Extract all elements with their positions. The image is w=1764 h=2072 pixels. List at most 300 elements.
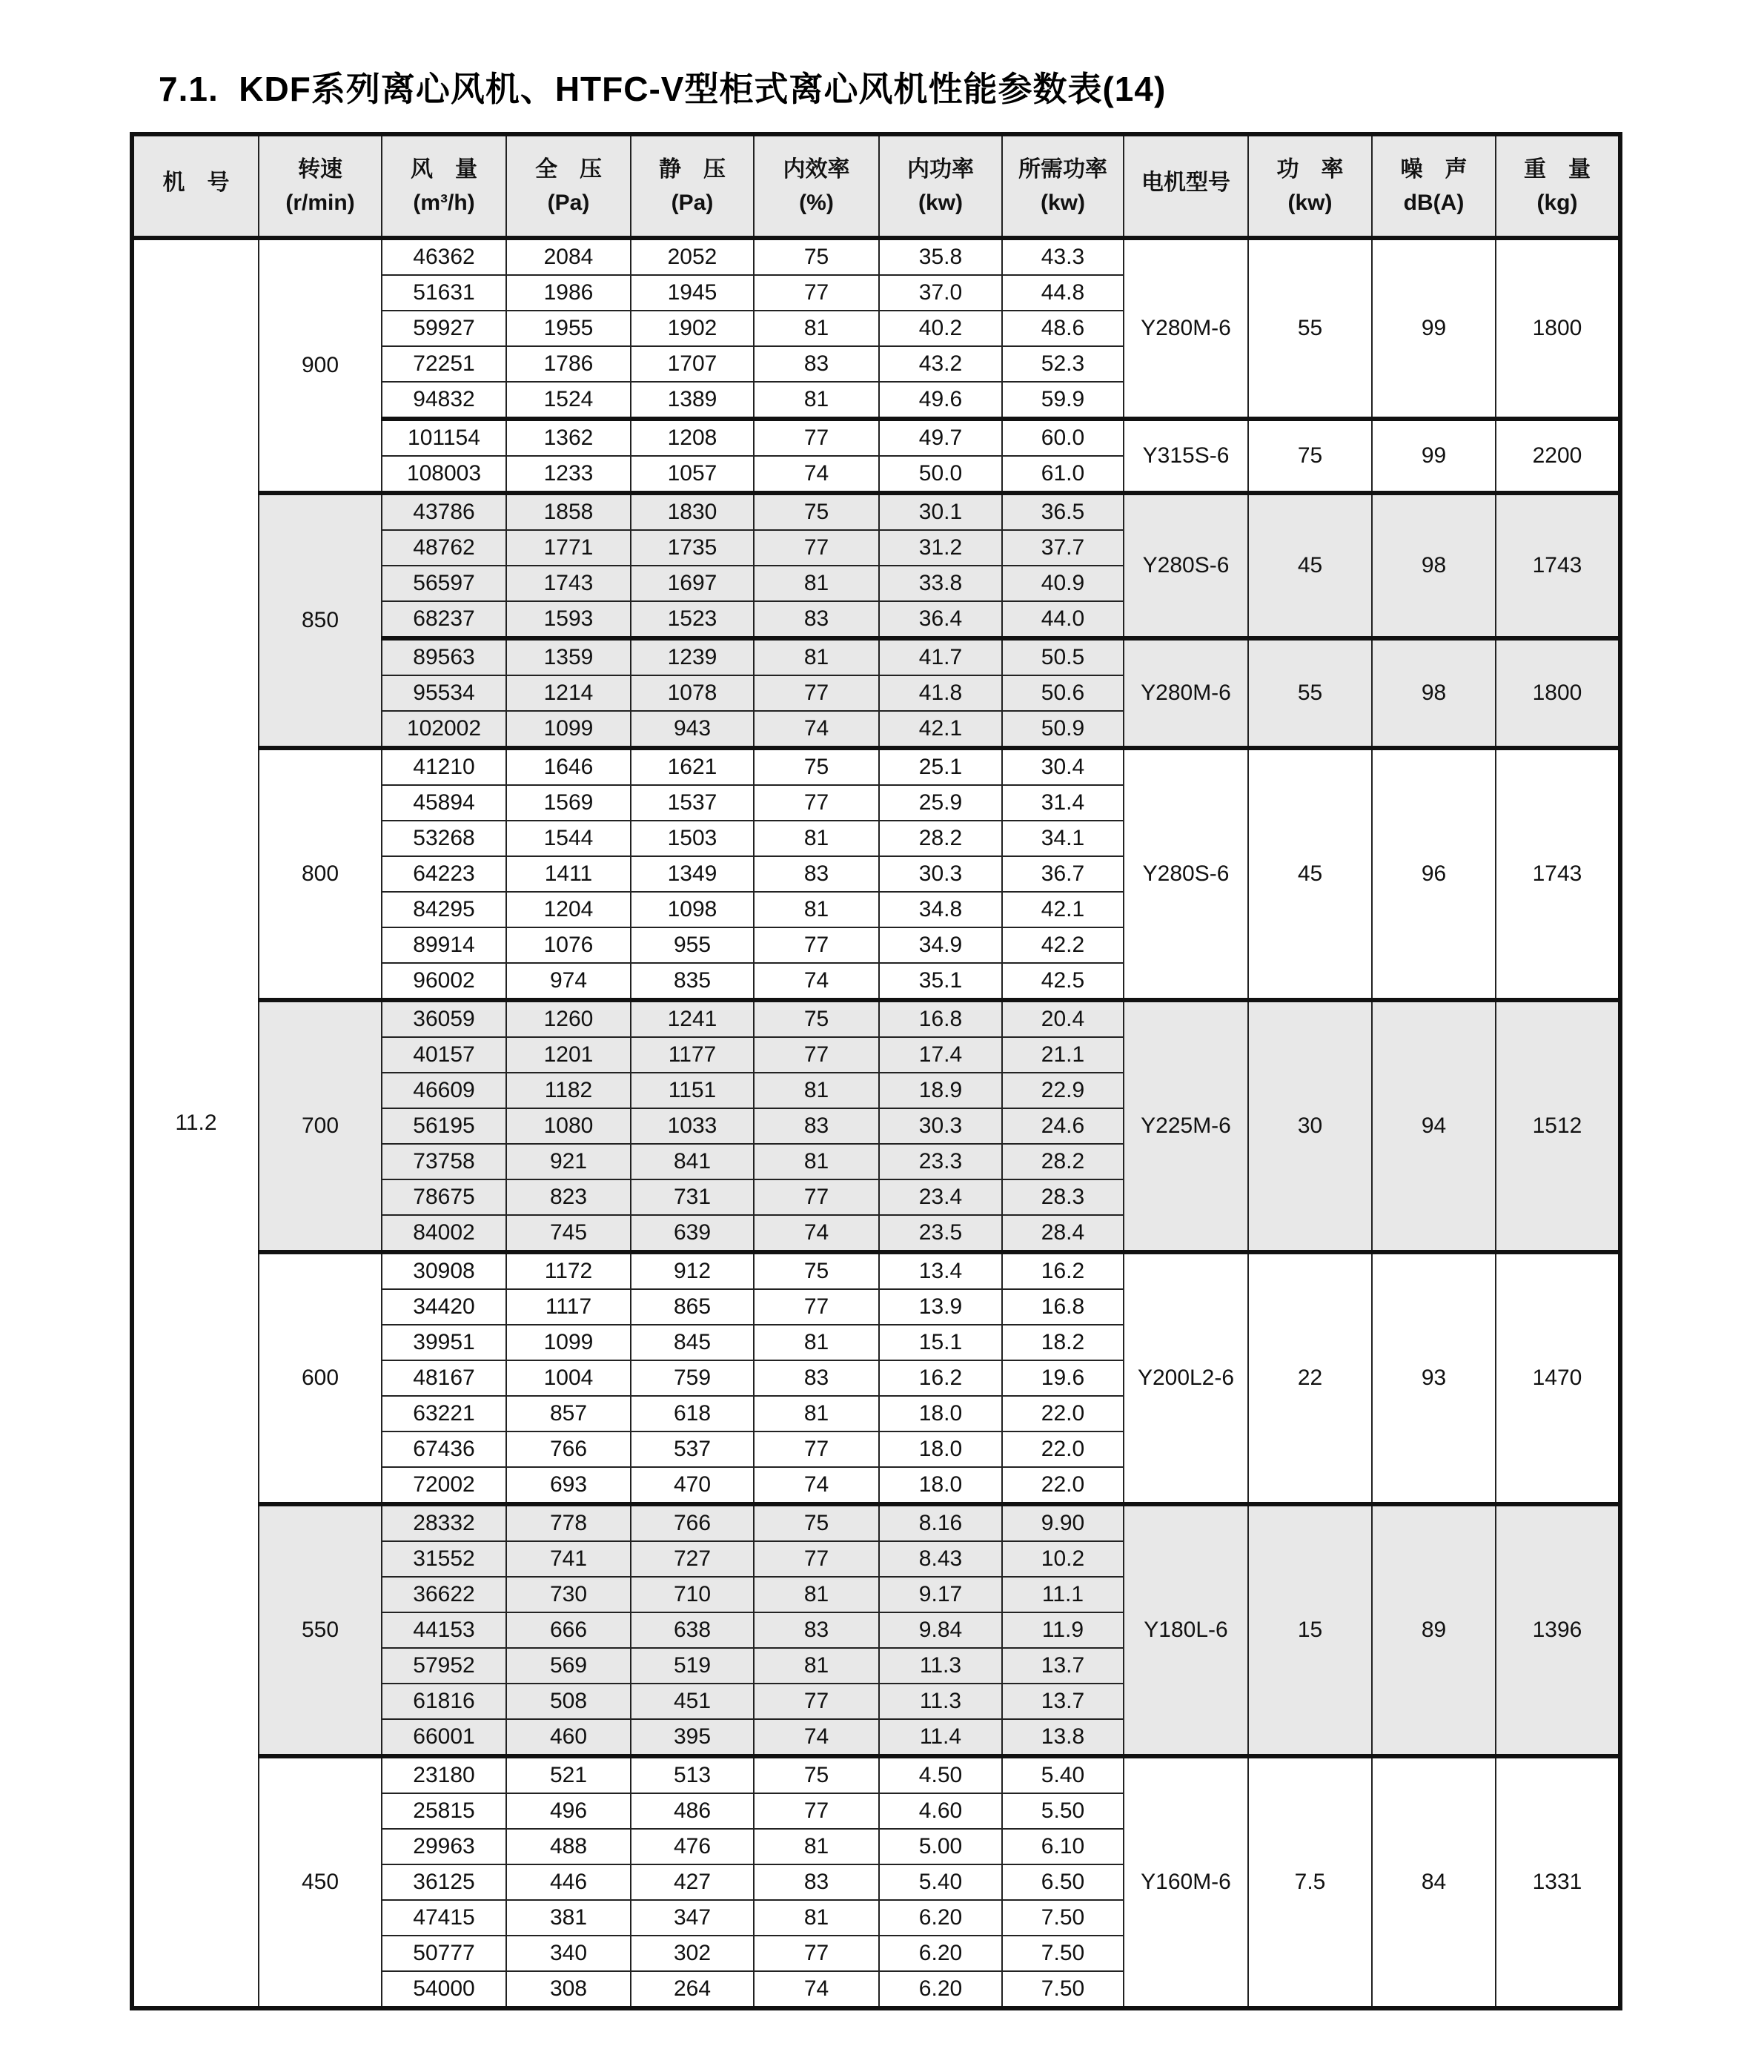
internal-power-cell: 40.2 <box>879 311 1002 346</box>
required-power-cell: 6.50 <box>1002 1864 1124 1900</box>
required-power-cell: 7.50 <box>1002 1936 1124 1971</box>
static-pressure-cell: 1239 <box>631 638 754 675</box>
total-pressure-cell: 741 <box>506 1541 631 1577</box>
static-pressure-cell: 731 <box>631 1179 754 1215</box>
motor-model-cell: Y280M-6 <box>1124 238 1248 419</box>
static-pressure-cell: 1503 <box>631 821 754 856</box>
header-label: 静 压 <box>659 156 726 182</box>
speed-cell: 600 <box>259 1252 382 1504</box>
internal-power-cell: 18.9 <box>879 1073 1002 1108</box>
total-pressure-cell: 1004 <box>506 1360 631 1396</box>
required-power-cell: 43.3 <box>1002 238 1124 275</box>
weight-cell: 1331 <box>1496 1756 1620 2008</box>
internal-power-cell: 23.3 <box>879 1144 1002 1179</box>
static-pressure-cell: 1078 <box>631 675 754 711</box>
internal-power-cell: 41.7 <box>879 638 1002 675</box>
efficiency-cell: 81 <box>754 1325 879 1360</box>
internal-power-cell: 8.43 <box>879 1541 1002 1577</box>
table-row <box>132 238 1620 275</box>
required-power-cell: 22.9 <box>1002 1073 1124 1108</box>
flow-cell: 43786 <box>382 493 506 530</box>
col-header-machine-no <box>132 134 259 238</box>
noise-cell: 98 <box>1372 638 1496 748</box>
static-pressure-cell: 2052 <box>631 238 754 275</box>
flow-cell: 46362 <box>382 238 506 275</box>
motor-power-cell: 55 <box>1248 638 1372 748</box>
header-unit: (kw) <box>918 191 963 215</box>
flow-cell: 40157 <box>382 1037 506 1073</box>
internal-power-cell: 4.60 <box>879 1793 1002 1829</box>
efficiency-cell: 83 <box>754 1864 879 1900</box>
flow-cell: 102002 <box>382 711 506 748</box>
required-power-cell: 5.50 <box>1002 1793 1124 1829</box>
total-pressure-cell: 1986 <box>506 275 631 311</box>
required-power-cell: 7.50 <box>1002 1900 1124 1936</box>
efficiency-cell: 83 <box>754 1108 879 1144</box>
required-power-cell: 6.10 <box>1002 1829 1124 1864</box>
flow-cell: 31552 <box>382 1541 506 1577</box>
internal-power-cell: 33.8 <box>879 566 1002 601</box>
efficiency-cell: 81 <box>754 1396 879 1431</box>
static-pressure-cell: 1537 <box>631 785 754 821</box>
col-header-efficiency <box>754 134 879 238</box>
required-power-cell: 13.7 <box>1002 1684 1124 1719</box>
flow-cell: 89914 <box>382 927 506 963</box>
required-power-cell: 30.4 <box>1002 748 1124 785</box>
header-label: 内功率 <box>907 156 974 182</box>
header-label: 重 量 <box>1524 156 1591 182</box>
internal-power-cell: 6.20 <box>879 1900 1002 1936</box>
table-row <box>132 1252 1620 1289</box>
static-pressure-cell: 519 <box>631 1648 754 1684</box>
static-pressure-cell: 1830 <box>631 493 754 530</box>
internal-power-cell: 18.0 <box>879 1396 1002 1431</box>
static-pressure-cell: 1389 <box>631 382 754 419</box>
efficiency-cell: 77 <box>754 1684 879 1719</box>
flow-cell: 51631 <box>382 275 506 311</box>
flow-cell: 53268 <box>382 821 506 856</box>
required-power-cell: 42.1 <box>1002 892 1124 927</box>
internal-power-cell: 30.3 <box>879 856 1002 892</box>
page-title: 7.1. KDF系列离心风机、HTFC-V型柜式离心风机性能参数表(14) <box>159 70 1167 108</box>
static-pressure-cell: 841 <box>631 1144 754 1179</box>
col-header-flow <box>382 134 506 238</box>
internal-power-cell: 9.17 <box>879 1577 1002 1612</box>
static-pressure-cell: 727 <box>631 1541 754 1577</box>
flow-cell: 47415 <box>382 1900 506 1936</box>
motor-model-cell: Y225M-6 <box>1124 1000 1248 1252</box>
efficiency-cell: 77 <box>754 1793 879 1829</box>
total-pressure-cell: 1214 <box>506 675 631 711</box>
internal-power-cell: 30.3 <box>879 1108 1002 1144</box>
static-pressure-cell: 618 <box>631 1396 754 1431</box>
flow-cell: 73758 <box>382 1144 506 1179</box>
required-power-cell: 20.4 <box>1002 1000 1124 1037</box>
static-pressure-cell: 264 <box>631 1971 754 2008</box>
required-power-cell: 31.4 <box>1002 785 1124 821</box>
internal-power-cell: 35.1 <box>879 963 1002 1000</box>
required-power-cell: 44.8 <box>1002 275 1124 311</box>
static-pressure-cell: 766 <box>631 1504 754 1541</box>
efficiency-cell: 81 <box>754 638 879 675</box>
efficiency-cell: 75 <box>754 1252 879 1289</box>
speed-cell: 700 <box>259 1000 382 1252</box>
internal-power-cell: 34.9 <box>879 927 1002 963</box>
static-pressure-cell: 1033 <box>631 1108 754 1144</box>
internal-power-cell: 25.1 <box>879 748 1002 785</box>
required-power-cell: 9.90 <box>1002 1504 1124 1541</box>
weight-cell: 1396 <box>1496 1504 1620 1756</box>
efficiency-cell: 83 <box>754 1612 879 1648</box>
total-pressure-cell: 521 <box>506 1756 631 1793</box>
internal-power-cell: 36.4 <box>879 601 1002 638</box>
efficiency-cell: 75 <box>754 238 879 275</box>
motor-model-cell: Y200L2-6 <box>1124 1252 1248 1504</box>
static-pressure-cell: 427 <box>631 1864 754 1900</box>
total-pressure-cell: 1786 <box>506 346 631 382</box>
required-power-cell: 24.6 <box>1002 1108 1124 1144</box>
flow-cell: 89563 <box>382 638 506 675</box>
efficiency-cell: 77 <box>754 1431 879 1467</box>
efficiency-cell: 77 <box>754 785 879 821</box>
efficiency-cell: 77 <box>754 927 879 963</box>
total-pressure-cell: 308 <box>506 1971 631 2008</box>
efficiency-cell: 81 <box>754 1648 879 1684</box>
internal-power-cell: 42.1 <box>879 711 1002 748</box>
internal-power-cell: 35.8 <box>879 238 1002 275</box>
required-power-cell: 37.7 <box>1002 530 1124 566</box>
flow-cell: 84002 <box>382 1215 506 1252</box>
total-pressure-cell: 1569 <box>506 785 631 821</box>
total-pressure-cell: 693 <box>506 1467 631 1504</box>
flow-cell: 61816 <box>382 1684 506 1719</box>
efficiency-cell: 81 <box>754 821 879 856</box>
internal-power-cell: 16.8 <box>879 1000 1002 1037</box>
total-pressure-cell: 823 <box>506 1179 631 1215</box>
motor-power-cell: 45 <box>1248 748 1372 1000</box>
internal-power-cell: 34.8 <box>879 892 1002 927</box>
efficiency-cell: 74 <box>754 1215 879 1252</box>
internal-power-cell: 15.1 <box>879 1325 1002 1360</box>
efficiency-cell: 83 <box>754 1360 879 1396</box>
internal-power-cell: 50.0 <box>879 456 1002 493</box>
flow-cell: 95534 <box>382 675 506 711</box>
total-pressure-cell: 460 <box>506 1719 631 1756</box>
efficiency-cell: 83 <box>754 856 879 892</box>
internal-power-cell: 43.2 <box>879 346 1002 382</box>
total-pressure-cell: 857 <box>506 1396 631 1431</box>
efficiency-cell: 83 <box>754 346 879 382</box>
flow-cell: 28332 <box>382 1504 506 1541</box>
static-pressure-cell: 1707 <box>631 346 754 382</box>
static-pressure-cell: 955 <box>631 927 754 963</box>
noise-cell: 89 <box>1372 1504 1496 1756</box>
total-pressure-cell: 1204 <box>506 892 631 927</box>
required-power-cell: 50.9 <box>1002 711 1124 748</box>
noise-cell: 98 <box>1372 493 1496 638</box>
flow-cell: 29963 <box>382 1829 506 1864</box>
motor-model-cell: Y160M-6 <box>1124 1756 1248 2008</box>
total-pressure-cell: 766 <box>506 1431 631 1467</box>
internal-power-cell: 28.2 <box>879 821 1002 856</box>
internal-power-cell: 4.50 <box>879 1756 1002 1793</box>
internal-power-cell: 13.4 <box>879 1252 1002 1289</box>
internal-power-cell: 17.4 <box>879 1037 1002 1073</box>
static-pressure-cell: 451 <box>631 1684 754 1719</box>
flow-cell: 67436 <box>382 1431 506 1467</box>
total-pressure-cell: 2084 <box>506 238 631 275</box>
static-pressure-cell: 865 <box>631 1289 754 1325</box>
static-pressure-cell: 912 <box>631 1252 754 1289</box>
required-power-cell: 48.6 <box>1002 311 1124 346</box>
table-row <box>132 1000 1620 1037</box>
efficiency-cell: 74 <box>754 1467 879 1504</box>
efficiency-cell: 77 <box>754 1541 879 1577</box>
total-pressure-cell: 381 <box>506 1900 631 1936</box>
table-row <box>132 1504 1620 1541</box>
col-header-speed <box>259 134 382 238</box>
internal-power-cell: 18.0 <box>879 1467 1002 1504</box>
col-header-static-pressure <box>631 134 754 238</box>
weight-cell: 1470 <box>1496 1252 1620 1504</box>
total-pressure-cell: 730 <box>506 1577 631 1612</box>
static-pressure-cell: 835 <box>631 963 754 1000</box>
total-pressure-cell: 1117 <box>506 1289 631 1325</box>
total-pressure-cell: 666 <box>506 1612 631 1648</box>
internal-power-cell: 23.4 <box>879 1179 1002 1215</box>
efficiency-cell: 74 <box>754 711 879 748</box>
total-pressure-cell: 508 <box>506 1684 631 1719</box>
weight-cell: 1800 <box>1496 638 1620 748</box>
total-pressure-cell: 1080 <box>506 1108 631 1144</box>
total-pressure-cell: 1955 <box>506 311 631 346</box>
noise-cell: 99 <box>1372 238 1496 419</box>
noise-cell: 99 <box>1372 419 1496 493</box>
required-power-cell: 34.1 <box>1002 821 1124 856</box>
header-label: 噪 声 <box>1400 156 1468 182</box>
weight-cell: 1800 <box>1496 238 1620 419</box>
internal-power-cell: 23.5 <box>879 1215 1002 1252</box>
internal-power-cell: 11.4 <box>879 1719 1002 1756</box>
flow-cell: 41210 <box>382 748 506 785</box>
col-header-power <box>1248 134 1372 238</box>
internal-power-cell: 6.20 <box>879 1936 1002 1971</box>
flow-cell: 108003 <box>382 456 506 493</box>
required-power-cell: 61.0 <box>1002 456 1124 493</box>
static-pressure-cell: 302 <box>631 1936 754 1971</box>
required-power-cell: 22.0 <box>1002 1467 1124 1504</box>
header-unit: (kg) <box>1536 191 1578 215</box>
col-header-required-power <box>1002 134 1124 238</box>
flow-cell: 56195 <box>382 1108 506 1144</box>
efficiency-cell: 81 <box>754 566 879 601</box>
header-label: 所需功率 <box>1018 156 1107 182</box>
total-pressure-cell: 1076 <box>506 927 631 963</box>
header-row <box>132 134 1620 238</box>
table-header <box>132 134 1620 238</box>
efficiency-cell: 74 <box>754 963 879 1000</box>
header-unit: (Pa) <box>547 191 590 215</box>
required-power-cell: 16.2 <box>1002 1252 1124 1289</box>
speed-cell: 800 <box>259 748 382 1000</box>
efficiency-cell: 81 <box>754 892 879 927</box>
header-unit: (m³/h) <box>413 191 475 215</box>
flow-cell: 46609 <box>382 1073 506 1108</box>
static-pressure-cell: 470 <box>631 1467 754 1504</box>
required-power-cell: 21.1 <box>1002 1037 1124 1073</box>
internal-power-cell: 18.0 <box>879 1431 1002 1467</box>
efficiency-cell: 77 <box>754 275 879 311</box>
flow-cell: 54000 <box>382 1971 506 2008</box>
static-pressure-cell: 710 <box>631 1577 754 1612</box>
total-pressure-cell: 974 <box>506 963 631 1000</box>
efficiency-cell: 77 <box>754 419 879 456</box>
machine-no-cell: 11.2 <box>132 238 259 2008</box>
efficiency-cell: 81 <box>754 1073 879 1108</box>
motor-power-cell: 55 <box>1248 238 1372 419</box>
motor-power-cell: 15 <box>1248 1504 1372 1756</box>
internal-power-cell: 49.7 <box>879 419 1002 456</box>
header-unit: (kw) <box>1287 191 1333 215</box>
total-pressure-cell: 1260 <box>506 1000 631 1037</box>
header-label: 全 压 <box>535 156 602 182</box>
table-body <box>132 238 1620 2008</box>
flow-cell: 68237 <box>382 601 506 638</box>
header-unit: (r/min) <box>285 191 355 215</box>
required-power-cell: 28.4 <box>1002 1215 1124 1252</box>
noise-cell: 93 <box>1372 1252 1496 1504</box>
total-pressure-cell: 1182 <box>506 1073 631 1108</box>
static-pressure-cell: 845 <box>631 1325 754 1360</box>
col-header-motor-model <box>1124 134 1248 238</box>
required-power-cell: 13.8 <box>1002 1719 1124 1756</box>
internal-power-cell: 11.3 <box>879 1684 1002 1719</box>
speed-cell: 900 <box>259 238 382 493</box>
weight-cell: 2200 <box>1496 419 1620 493</box>
required-power-cell: 5.40 <box>1002 1756 1124 1793</box>
flow-cell: 23180 <box>382 1756 506 1793</box>
required-power-cell: 42.5 <box>1002 963 1124 1000</box>
motor-power-cell: 7.5 <box>1248 1756 1372 2008</box>
motor-model-cell: Y280S-6 <box>1124 493 1248 638</box>
col-header-total-pressure <box>506 134 631 238</box>
speed-cell: 450 <box>259 1756 382 2008</box>
table-row <box>132 1756 1620 1793</box>
total-pressure-cell: 496 <box>506 1793 631 1829</box>
total-pressure-cell: 1359 <box>506 638 631 675</box>
internal-power-cell: 8.16 <box>879 1504 1002 1541</box>
required-power-cell: 50.5 <box>1002 638 1124 675</box>
static-pressure-cell: 1621 <box>631 748 754 785</box>
required-power-cell: 22.0 <box>1002 1431 1124 1467</box>
required-power-cell: 13.7 <box>1002 1648 1124 1684</box>
total-pressure-cell: 1172 <box>506 1252 631 1289</box>
efficiency-cell: 74 <box>754 1971 879 2008</box>
total-pressure-cell: 1771 <box>506 530 631 566</box>
header-label: 机 号 <box>162 171 230 196</box>
total-pressure-cell: 1858 <box>506 493 631 530</box>
static-pressure-cell: 1151 <box>631 1073 754 1108</box>
motor-power-cell: 30 <box>1248 1000 1372 1252</box>
fan-performance-table <box>130 132 1622 2010</box>
internal-power-cell: 16.2 <box>879 1360 1002 1396</box>
static-pressure-cell: 639 <box>631 1215 754 1252</box>
flow-cell: 45894 <box>382 785 506 821</box>
col-header-internal-power <box>879 134 1002 238</box>
total-pressure-cell: 1411 <box>506 856 631 892</box>
static-pressure-cell: 1902 <box>631 311 754 346</box>
total-pressure-cell: 1099 <box>506 1325 631 1360</box>
table-row <box>132 748 1620 785</box>
total-pressure-cell: 1201 <box>506 1037 631 1073</box>
required-power-cell: 44.0 <box>1002 601 1124 638</box>
flow-cell: 94832 <box>382 382 506 419</box>
header-label: 电机型号 <box>1141 171 1230 196</box>
motor-model-cell: Y180L-6 <box>1124 1504 1248 1756</box>
flow-cell: 50777 <box>382 1936 506 1971</box>
internal-power-cell: 6.20 <box>879 1971 1002 2008</box>
static-pressure-cell: 638 <box>631 1612 754 1648</box>
internal-power-cell: 30.1 <box>879 493 1002 530</box>
internal-power-cell: 49.6 <box>879 382 1002 419</box>
static-pressure-cell: 513 <box>631 1756 754 1793</box>
static-pressure-cell: 943 <box>631 711 754 748</box>
total-pressure-cell: 778 <box>506 1504 631 1541</box>
flow-cell: 48167 <box>382 1360 506 1396</box>
required-power-cell: 36.7 <box>1002 856 1124 892</box>
internal-power-cell: 11.3 <box>879 1648 1002 1684</box>
static-pressure-cell: 1177 <box>631 1037 754 1073</box>
required-power-cell: 19.6 <box>1002 1360 1124 1396</box>
total-pressure-cell: 446 <box>506 1864 631 1900</box>
weight-cell: 1743 <box>1496 493 1620 638</box>
header-label: 功 率 <box>1276 156 1344 182</box>
efficiency-cell: 74 <box>754 456 879 493</box>
static-pressure-cell: 1945 <box>631 275 754 311</box>
total-pressure-cell: 1362 <box>506 419 631 456</box>
total-pressure-cell: 745 <box>506 1215 631 1252</box>
speed-cell: 850 <box>259 493 382 748</box>
header-unit: (kw) <box>1041 191 1085 215</box>
total-pressure-cell: 1099 <box>506 711 631 748</box>
required-power-cell: 52.3 <box>1002 346 1124 382</box>
flow-cell: 34420 <box>382 1289 506 1325</box>
total-pressure-cell: 1524 <box>506 382 631 419</box>
total-pressure-cell: 1743 <box>506 566 631 601</box>
static-pressure-cell: 1241 <box>631 1000 754 1037</box>
noise-cell: 84 <box>1372 1756 1496 2008</box>
static-pressure-cell: 1208 <box>631 419 754 456</box>
required-power-cell: 59.9 <box>1002 382 1124 419</box>
efficiency-cell: 81 <box>754 1900 879 1936</box>
flow-cell: 30908 <box>382 1252 506 1289</box>
motor-model-cell: Y315S-6 <box>1124 419 1248 493</box>
weight-cell: 1512 <box>1496 1000 1620 1252</box>
weight-cell: 1743 <box>1496 748 1620 1000</box>
flow-cell: 66001 <box>382 1719 506 1756</box>
required-power-cell: 40.9 <box>1002 566 1124 601</box>
internal-power-cell: 37.0 <box>879 275 1002 311</box>
header-unit: (Pa) <box>671 191 714 215</box>
static-pressure-cell: 1735 <box>631 530 754 566</box>
header-unit: dB(A) <box>1403 191 1465 215</box>
required-power-cell: 11.9 <box>1002 1612 1124 1648</box>
efficiency-cell: 77 <box>754 530 879 566</box>
flow-cell: 84295 <box>382 892 506 927</box>
internal-power-cell: 13.9 <box>879 1289 1002 1325</box>
total-pressure-cell: 340 <box>506 1936 631 1971</box>
motor-model-cell: Y280M-6 <box>1124 638 1248 748</box>
